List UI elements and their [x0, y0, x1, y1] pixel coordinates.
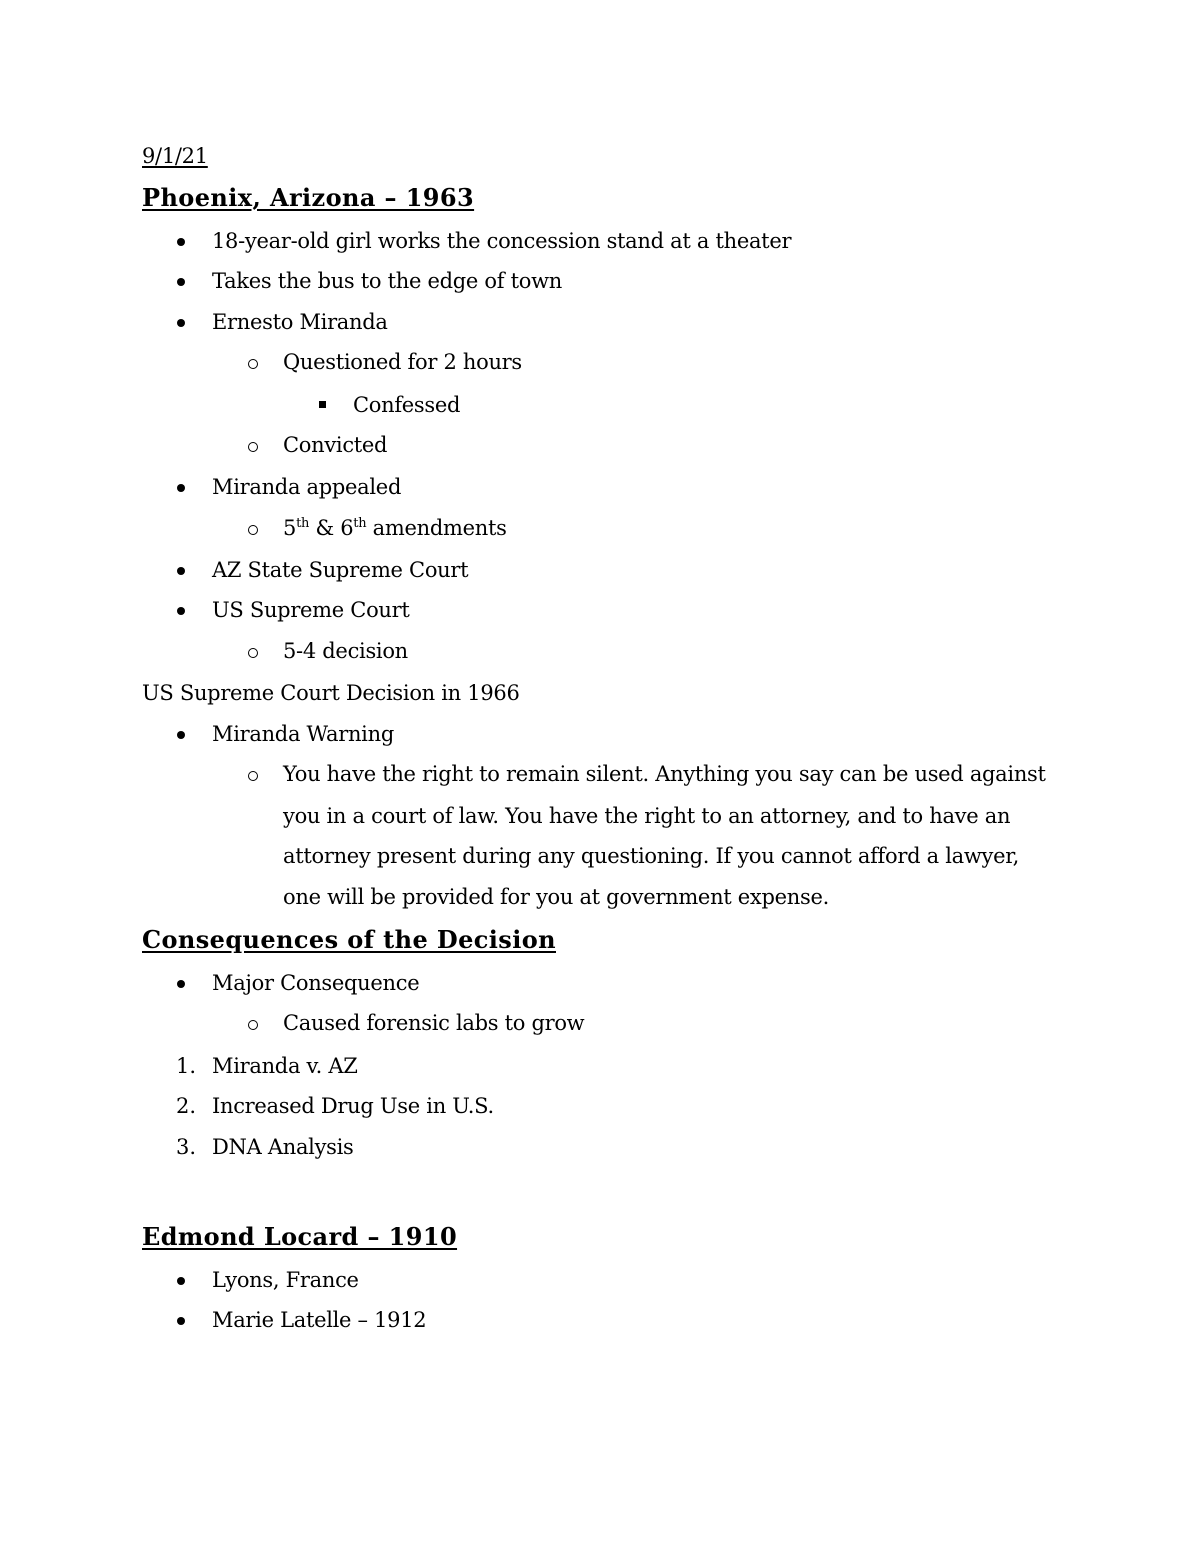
square-bullet-icon — [319, 401, 326, 408]
numbered-item: Increased Drug Use in U.S. — [212, 1094, 494, 1118]
bullet-icon — [177, 980, 185, 988]
bullet-icon — [177, 607, 185, 615]
circle-bullet-icon — [248, 1020, 258, 1030]
bullet-icon — [177, 1317, 185, 1325]
list-item: AZ State Supreme Court — [212, 558, 469, 582]
bullet-icon — [177, 1277, 185, 1285]
list-item: Takes the bus to the edge of town — [212, 269, 563, 293]
numbered-item: Miranda v. AZ — [212, 1054, 358, 1078]
warning-text-line: You have the right to remain silent. Anything you say can be used against — [283, 762, 1046, 786]
note-date: 9/1/21 — [142, 144, 208, 168]
list-item: 18-year-old girl works the concession stand at a theater — [212, 229, 792, 253]
amendment-number-5: 5 — [283, 516, 297, 540]
bullet-icon — [177, 484, 185, 492]
superscript-th: th — [353, 516, 367, 531]
list-item: Miranda Warning — [212, 722, 394, 746]
bullet-icon — [177, 731, 185, 739]
bullet-icon — [177, 319, 185, 327]
list-item: Major Consequence — [212, 971, 420, 995]
list-item: Questioned for 2 hours — [283, 350, 522, 374]
warning-text-line: attorney present during any questioning. If you cannot afford a lawyer, — [283, 844, 1020, 868]
amendment-connector: & 6 — [309, 516, 354, 540]
circle-bullet-icon — [248, 359, 258, 369]
bullet-icon — [177, 238, 185, 246]
list-number: 1. — [176, 1054, 197, 1078]
list-item-amendments — [283, 514, 507, 542]
list-item: Miranda appealed — [212, 475, 402, 499]
decision-label: US Supreme Court Decision in 1966 — [142, 681, 520, 705]
bullet-icon — [177, 567, 185, 575]
warning-text-line: you in a court of law. You have the right to an attorney, and to have an — [283, 804, 1011, 828]
list-item: Caused forensic labs to grow — [283, 1011, 585, 1035]
list-item: Lyons, France — [212, 1268, 359, 1292]
list-item: Ernesto Miranda — [212, 310, 388, 334]
warning-text-line: one will be provided for you at government expense. — [283, 885, 829, 909]
circle-bullet-icon — [248, 525, 258, 535]
list-item: Convicted — [283, 433, 388, 457]
section-heading-locard: Edmond Locard – 1910 — [142, 1222, 458, 1251]
list-item: US Supreme Court — [212, 598, 410, 622]
circle-bullet-icon — [248, 771, 258, 781]
list-item: Confessed — [353, 393, 461, 417]
bullet-icon — [177, 278, 185, 286]
section-heading-consequences: Consequences of the Decision — [142, 925, 556, 954]
superscript-th: th — [296, 516, 310, 531]
list-number: 3. — [176, 1135, 197, 1159]
list-number: 2. — [176, 1094, 197, 1118]
amendment-rest: amendments — [366, 516, 507, 540]
section-heading-phoenix: Phoenix, Arizona – 1963 — [142, 183, 475, 212]
circle-bullet-icon — [248, 442, 258, 452]
list-item: 5-4 decision — [283, 639, 408, 663]
numbered-item: DNA Analysis — [212, 1135, 354, 1159]
list-item: Marie Latelle – 1912 — [212, 1308, 427, 1332]
circle-bullet-icon — [248, 648, 258, 658]
